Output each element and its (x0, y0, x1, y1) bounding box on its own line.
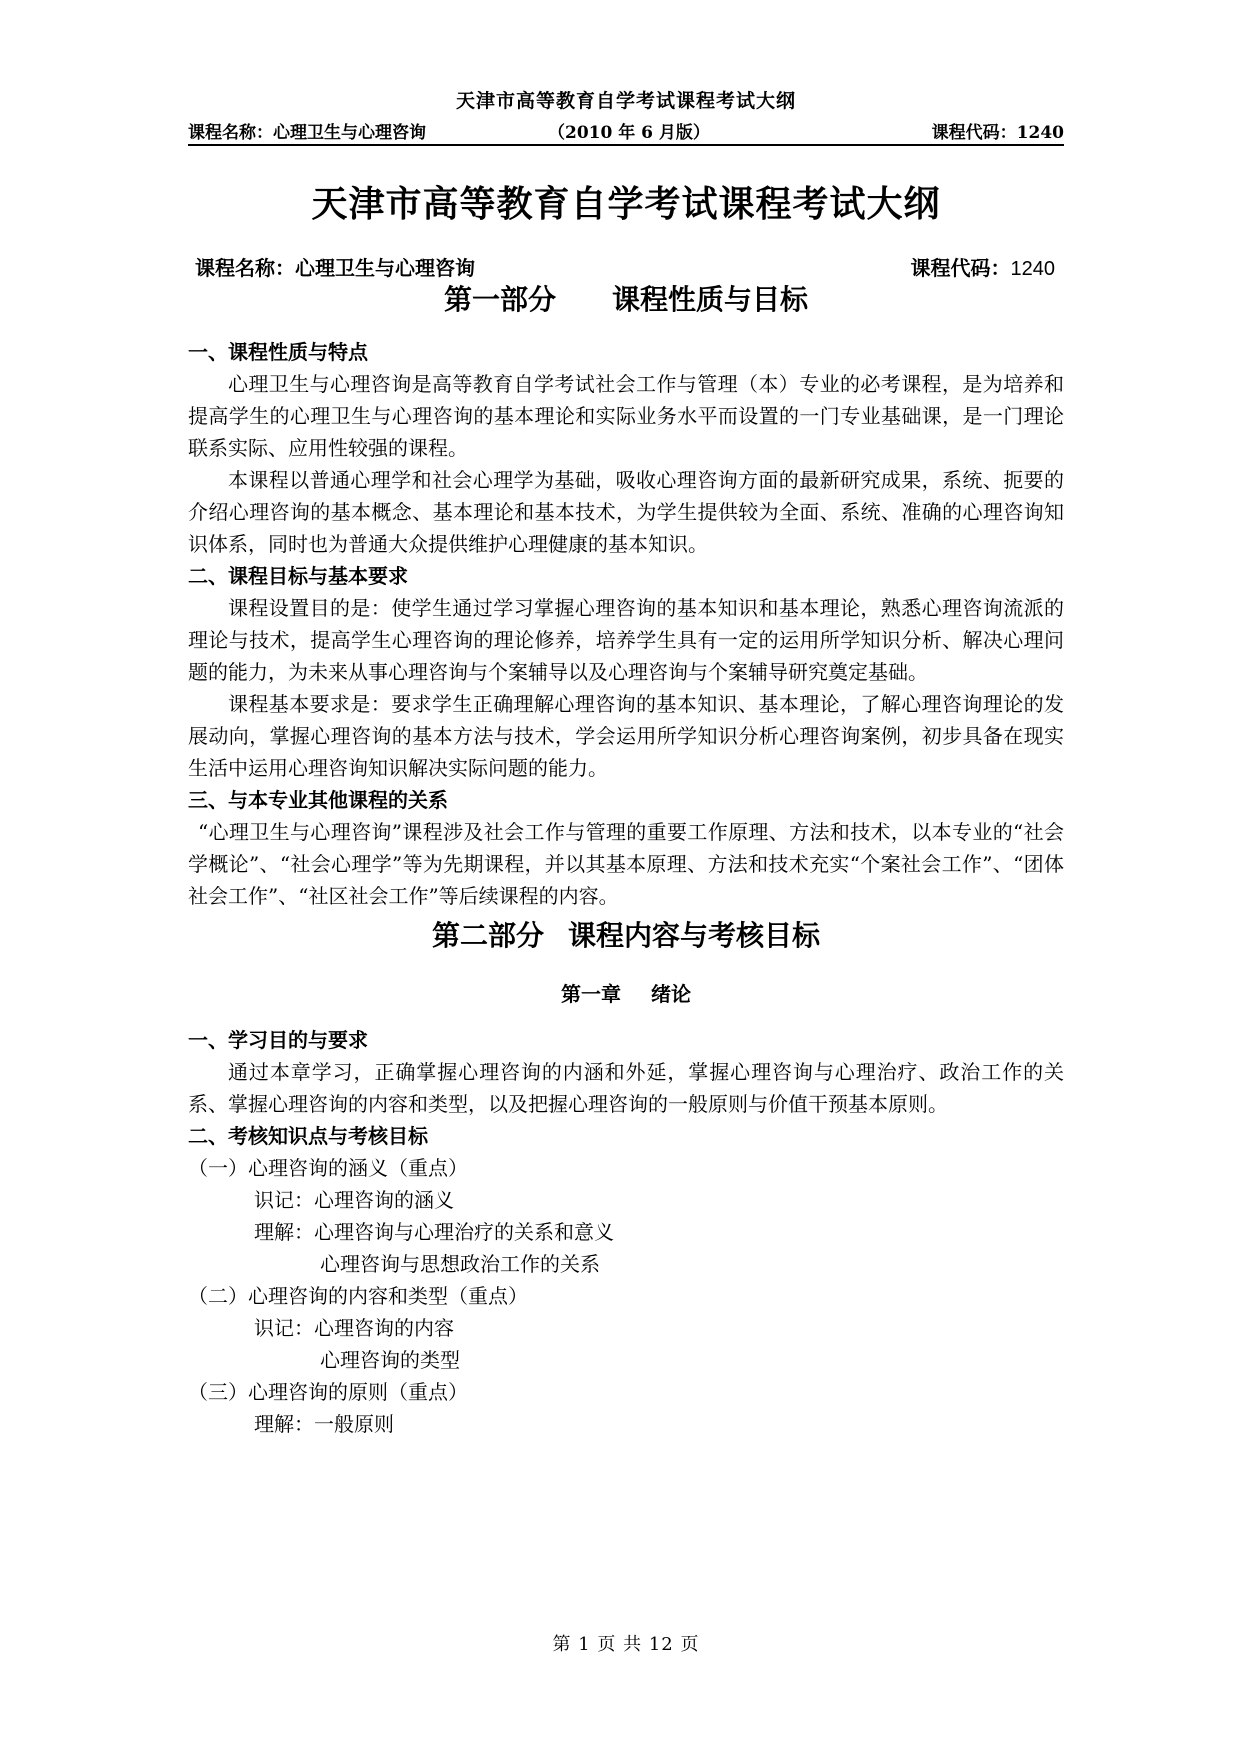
section-heading: 一、课程性质与特点 (188, 340, 368, 364)
outline-item: 识记：心理咨询的涵义 (254, 1188, 454, 1212)
course-name: 课程名称：心理卫生与心理咨询 (195, 256, 475, 280)
part2-heading: 课程内容与考核目标 (568, 919, 821, 952)
outline-item: （三）心理咨询的原则（重点） (188, 1380, 468, 1404)
running-header-course-code: 课程代码：1240 (931, 123, 1064, 143)
running-header-meta (188, 118, 1064, 146)
part1-title (188, 278, 1064, 318)
running-header-course-name: 课程名称：心理卫生与心理咨询 (188, 123, 426, 143)
running-header-title: 天津市高等教育自学考试课程考试大纲 (455, 90, 796, 112)
outline-item: 理解：一般原则 (254, 1412, 394, 1436)
chapter-heading (188, 978, 1064, 1010)
section-heading: 三、与本专业其他课程的关系 (188, 788, 448, 812)
outline-item: 识记：心理咨询的内容 (254, 1316, 454, 1340)
section-heading: 一、学习目的与要求 (188, 1028, 368, 1052)
paragraph: 心理卫生与心理咨询是高等教育自学考试社会工作与管理（本）专业的必考课程，是为培养和提高学生的心理卫生与心理咨询的基本理论和实际业务水平而设置的一门专业基础课，是一门理论联系实际、应用性较强的课程。 (188, 372, 1064, 460)
document-title: 天津市高等教育自学考试课程考试大纲 (311, 183, 941, 225)
part2-title (188, 914, 1064, 954)
paragraph: 课程基本要求是：要求学生正确理解心理咨询的基本知识、基本理论，了解心理咨询理论的发展动向，掌握心理咨询的基本方法与技术，学会运用所学知识分析心理咨询案例，初步具备在现实生活中运用心理咨询知识解决实际问题的能力。 (188, 692, 1064, 780)
chapter-label: 第一章 (561, 982, 621, 1006)
outline-item: 心理咨询与思想政治工作的关系 (320, 1252, 600, 1276)
paragraph: 通过本章学习，正确掌握心理咨询的内涵和外延，掌握心理咨询与心理治疗、政治工作的关系、掌握心理咨询的内容和类型，以及把握心理咨询的一般原则与价值干预基本原则。 (188, 1060, 1064, 1116)
outline-item: （一）心理咨询的涵义（重点） (188, 1156, 468, 1180)
part1-label: 第一部分 (443, 283, 556, 316)
outline-item: 理解：心理咨询与心理治疗的关系和意义 (254, 1220, 614, 1244)
section-heading: 二、考核知识点与考核目标 (188, 1124, 428, 1148)
outline-item: 心理咨询的类型 (320, 1348, 460, 1372)
part1-body (188, 336, 1064, 912)
paragraph: 课程设置目的是：使学生通过学习掌握心理咨询的基本知识和基本理论，熟悉心理咨询流派的理论与技术，提高学生心理咨询的理论修养，培养学生具有一定的运用所学知识分析、解决心理问题的能力，为未来从事心理咨询与个案辅导以及心理咨询与个案辅导研究奠定基础。 (188, 596, 1064, 684)
part2-label: 第二部分 (431, 919, 544, 952)
part1-heading: 课程性质与目标 (612, 283, 809, 316)
chapter-title: 绪论 (651, 982, 691, 1006)
paragraph: “心理卫生与心理咨询”课程涉及社会工作与管理的重要工作原理、方法和技术，以本专业的“社会学概论”、“社会心理学”等为先期课程，并以其基本原理、方法和技术充实“个案社会工作”、“团体社会工作”、“社区社会工作”等后续课程的内容。 (188, 820, 1064, 908)
page-number-footer: 第 1 页 共 12 页 (552, 1634, 700, 1655)
paragraph: 本课程以普通心理学和社会心理学为基础，吸收心理咨询方面的最新研究成果，系统、扼要的介绍心理咨询的基本概念、基本理论和基本技术，为学生提供较为全面、系统、准确的心理咨询知识体系，同时也为普通大众提供维护心理健康的基本知识。 (188, 468, 1064, 556)
part2-body (188, 968, 1064, 1440)
running-header-edition: （2010 年 6 月版） (548, 123, 710, 143)
outline-item: （二）心理咨询的内容和类型（重点） (188, 1284, 528, 1308)
course-code-label: 课程代码： (910, 256, 1011, 280)
section-heading: 二、课程目标与基本要求 (188, 564, 408, 588)
course-code (911, 252, 1056, 281)
course-code-value: 1240 (1010, 258, 1055, 280)
